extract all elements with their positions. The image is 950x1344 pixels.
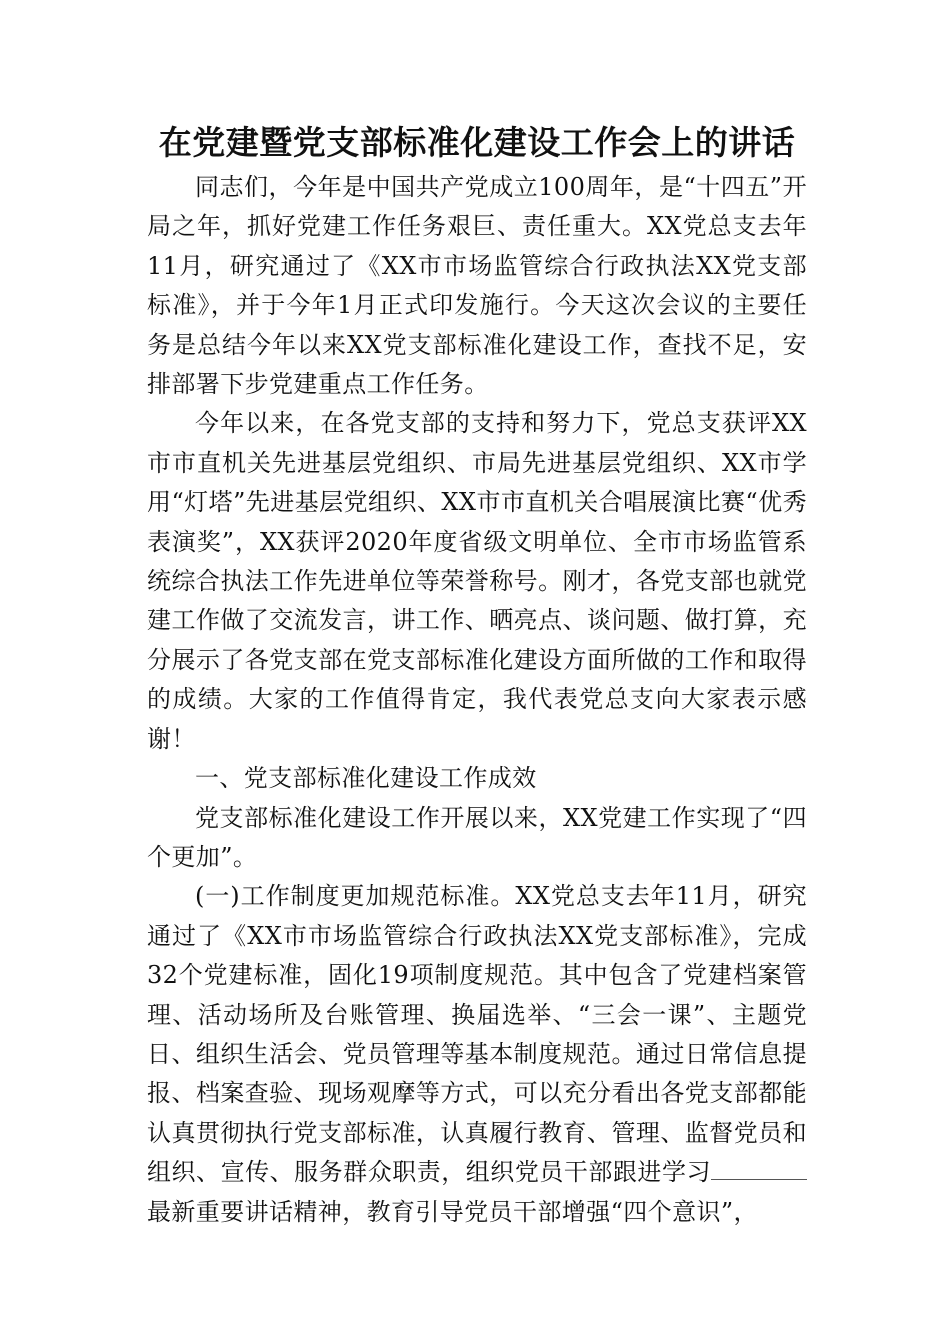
item-1-continuation: 最新重要讲话精神，教育引导党员干部增强“四个意识”， (147, 1197, 758, 1226)
item-1-text: (一)工作制度更加规范标准。XX党总支去年11月，研究通过了《XX市市场监管综合行政执法XX党支部标准》，完成32个党建标准，固化19项制度规范。其中包含了党建档案管理、活动场所及台账管理、换届选举、“三会一课”、主题党日、组织生活会、党员管理等基本制度规范。通过日常信息提报、档案查验、现场观摩等方式，可以充分看出各党支部都能认真贯彻执行党支部标准，认真履行教育、管理、监督党员和组织、宣传、服务群众职责，组织党员干部跟进学习 (147, 882, 807, 1187)
paragraph-item-1 (147, 877, 807, 1232)
paragraph-achievements: 今年以来，在各党支部的支持和努力下，党总支获评XX市市直机关先进基层党组织、市局先进基层党组织、XX市学用“灯塔”先进基层党组织、XX市市直机关合唱展演比赛“优秀表演奖”，XX获评2020年度省级文明单位、全市市场监管系统综合执法工作先进单位等荣誉称号。刚才，各党支部也就党建工作做了交流发言，讲工作、晒亮点、谈问题、做打算，充分展示了各党支部在党支部标准化建设方面所做的工作和取得的成绩。大家的工作值得肯定，我代表党总支向大家表示感谢！ (147, 409, 807, 753)
document-title: 在党建暨党支部标准化建设工作会上的讲话 (158, 123, 796, 162)
paragraph-opening: 同志们，今年是中国共产党成立100周年，是“十四五”开局之年，抓好党建工作任务艰巨、责任重大。XX党总支去年11月，研究通过了《XX市市场监管综合行政执法XX党支部标准》，并于今年1月正式印发施行。今天这次会议的主要任务是总结今年以来XX党支部标准化建设工作，查找不足，安排部署下步党建重点工作任务。 (147, 173, 807, 399)
section-intro: 党支部标准化建设工作开展以来，XX党建工作实现了“四个更加”。 (147, 803, 807, 871)
document-page (147, 118, 807, 1232)
section-heading: 一、党支部标准化建设工作成效 (195, 764, 537, 793)
fill-in-blank (711, 1155, 807, 1180)
